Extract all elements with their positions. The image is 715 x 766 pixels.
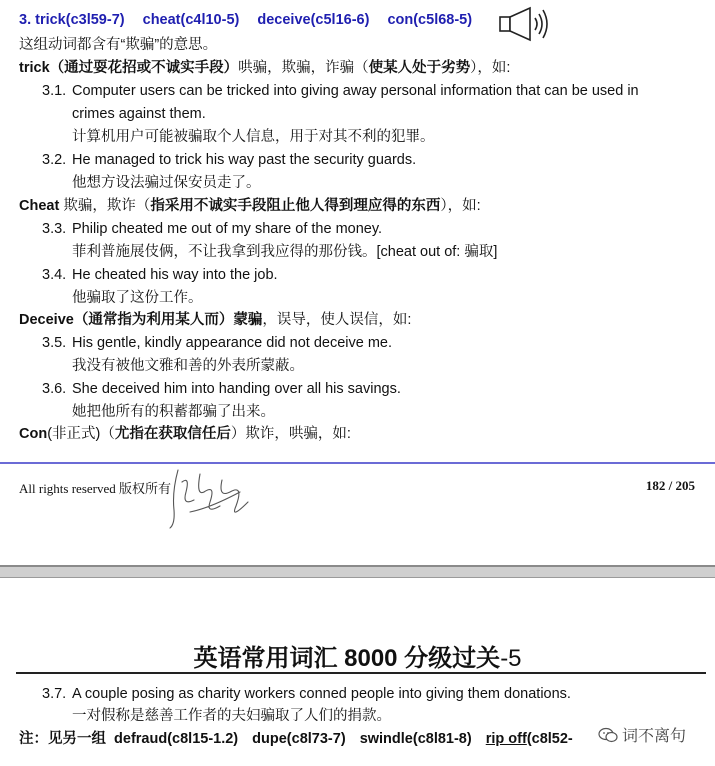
example-3-1-zh: 计算机用户可能被骗取个人信息，用于对其不利的犯罪。 [72,129,435,145]
example-number: 3.7. [42,686,67,702]
con-tail: ）欺诈，哄骗，如: [230,426,351,442]
heading-trick[interactable]: 3. trick(c3l59-7) [19,12,125,28]
deceive-definition [19,310,411,330]
cheat-word: Cheat [19,198,60,214]
pdf-page-183 [0,578,715,766]
heading-deceive[interactable]: deceive(c5l16-6) [257,12,370,28]
note-swindle[interactable]: swindle(c8l81-8) [359,731,472,747]
example-number: 3.6. [42,381,67,397]
note-rip-off[interactable] [486,731,573,747]
deceive-bold2: （通常指为利用某人而）蒙骗 [73,312,263,328]
example-3-1-en-cont: crimes against them. [72,106,206,122]
con-paren: (非正式)（ [47,426,115,442]
title-suffix: -5 [500,645,522,672]
trick-definition [19,58,510,78]
note-prefix: 注：见另一组 [19,731,106,747]
example-3-2-zh: 他想方设法骗过保安员走了。 [72,175,261,191]
example-sentence: He cheated his way into the job. [72,267,278,283]
heading-cheat[interactable]: cheat(c4l10-5) [142,12,240,28]
intro-text: 这组动词都含有“欺骗”的意思。 [19,37,218,53]
heading-con[interactable]: con(c5l68-5) [387,12,473,28]
example-3-4-zh: 他骗取了这份工作。 [72,290,203,306]
rip-off-word: rip off [485,731,527,747]
signature-image [160,462,260,532]
page-separator [0,565,715,578]
title-text: 英语常用词汇 8000 分级过关 [193,645,501,672]
cheat-bold2: 指采用不诚实手段阻止他人得到理应得的东西 [150,198,441,214]
title-rule [16,672,706,674]
trick-word: trick [19,60,50,76]
example-3-2-en [42,150,416,170]
example-sentence: A couple posing as charity workers conned people into giving them donations. [72,686,571,702]
deceive-tail: ，误导，使人误信，如: [262,312,412,328]
rip-off-code: (c8l52- [526,731,573,747]
trick-meaning: 哄骗，欺骗，诈骗（ [238,60,369,76]
example-sentence: His gentle, kindly appearance did not deceive me. [72,335,392,351]
example-3-6-zh: 她把他所有的积蓄都骗了出来。 [72,404,275,420]
page-title [0,638,715,673]
example-3-5-zh: 我没有被他文雅和善的外表所蒙蔽。 [72,358,304,374]
example-sentence: She deceived him into handing over all his savings. [72,381,401,397]
trick-tail: ），如: [470,60,511,76]
wechat-icon [598,727,618,743]
con-bold2: 尤指在获取信任后 [114,426,231,442]
example-3-6-en [42,379,401,399]
trick-paren: （通过耍花招或不诚实手段） [49,60,239,76]
example-number: 3.1. [42,83,67,99]
example-3-3-zh: 菲利普施展伎俩，不让我拿到我应得的那份钱。[cheat out of: 骗取] [72,244,498,260]
watermark-text: 词不离句 [622,728,687,745]
cheat-meaning: 欺骗，欺诈（ [59,198,151,214]
example-3-7-en [42,684,571,704]
example-3-3-en [42,219,382,239]
trick-bold2: 使某人处于劣势 [368,60,471,76]
footer-copyright: All rights reserved 版权所有 [19,481,172,496]
example-number: 3.2. [42,152,67,168]
see-also-note [19,729,573,749]
example-sentence: He managed to trick his way past the security guards. [72,152,417,168]
con-definition [19,424,351,444]
example-sentence: Computer users can be tricked into giving away personal information that can be used in [72,83,639,99]
footer-rule [0,462,715,464]
example-3-1-en [42,81,639,101]
example-3-4-en [42,265,278,285]
con-word: Con [19,426,48,442]
example-3-5-en [42,333,392,353]
example-3-7-zh: 一对假称是慈善工作者的夫妇骗取了人们的捐款。 [72,708,391,724]
page-number: 182 / 205 [645,478,695,493]
example-number: 3.3. [42,221,67,237]
speaker-icon[interactable] [498,5,554,43]
example-number: 3.5. [42,335,67,351]
cheat-definition [19,196,481,216]
note-defraud[interactable]: defraud(c8l15-1.2) [114,731,239,747]
wechat-watermark [598,723,686,746]
example-number: 3.4. [42,267,67,283]
note-dupe[interactable]: dupe(c8l73-7) [252,731,346,747]
cheat-tail: ），如: [440,198,481,214]
example-sentence: Philip cheated me out of my share of the money. [72,221,383,237]
section-heading [19,10,486,30]
deceive-word: Deceive [19,312,74,328]
